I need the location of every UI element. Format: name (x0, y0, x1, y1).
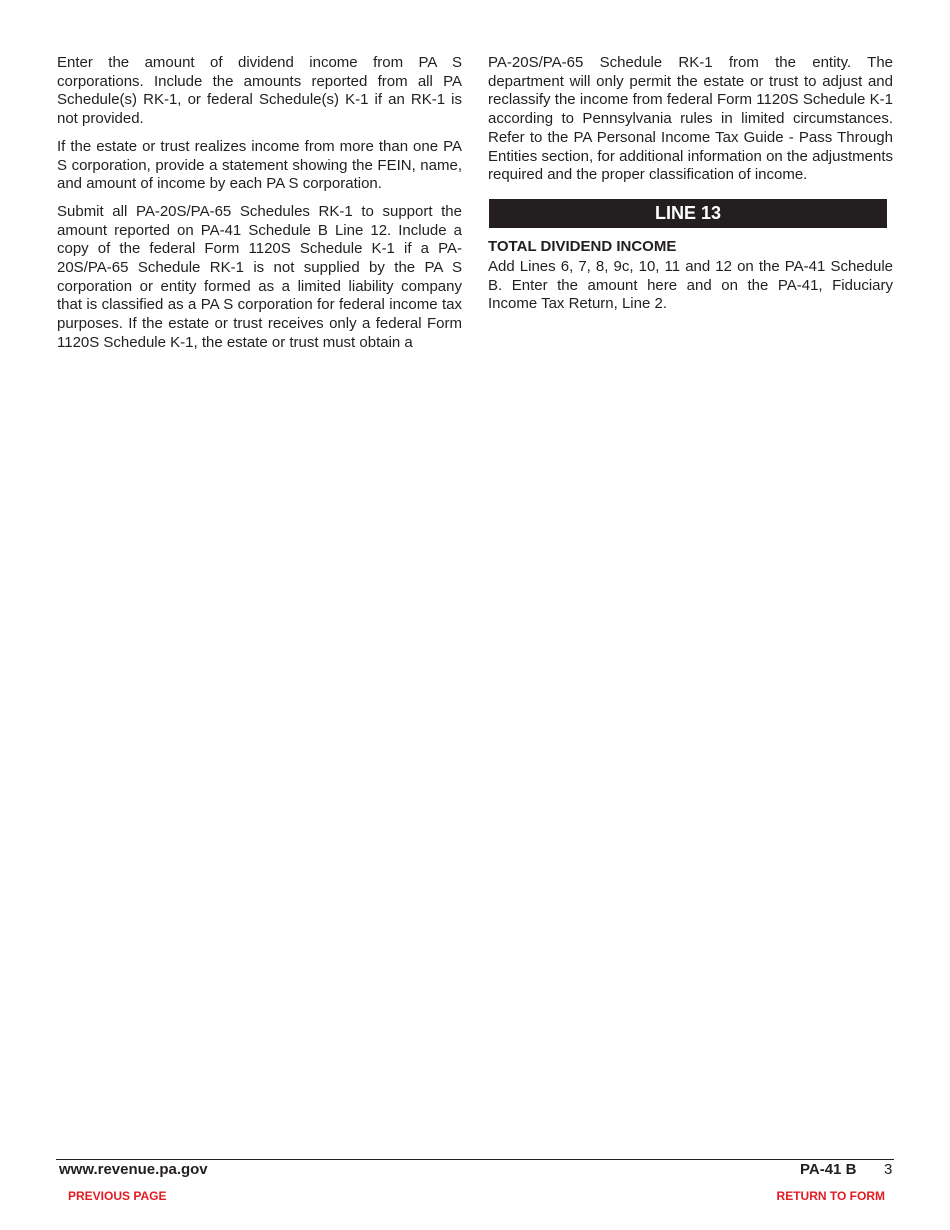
footer-url: www.revenue.pa.gov (59, 1161, 208, 1178)
footer-form-id: PA-41 B (800, 1161, 857, 1178)
paragraph-total-dividend: Add Lines 6, 7, 8, 9c, 10, 11 and 12 on the PA-41 Schedule B. Enter the amount here and on the PA-41, Fiduciary Income Tax Return, Line 2. (488, 257, 893, 313)
section-heading-total-dividend: TOTAL DIVIDEND INCOME (488, 237, 677, 255)
return-to-form-link[interactable]: RETURN TO FORM (776, 1189, 885, 1203)
line-13-banner: LINE 13 (489, 199, 887, 228)
left-column (57, 54, 462, 362)
previous-page-link[interactable]: PREVIOUS PAGE (68, 1189, 167, 1203)
paragraph-submit-rk1: Submit all PA-20S/PA-65 Schedules RK-1 to support the amount reported on PA-41 Schedule B Line 12. Include a copy of the federal Form 1120S Schedule K-1 if a PA-20S/PA-65 Schedule RK-1 is not supplied by the PA S corporation or entity formed as a limited liability company that is classified as a PA S corporation for federal income tax purposes. If the estate or trust receives only a federal Form 1120S Schedule K-1, the estate or trust must obtain a (57, 202, 462, 351)
paragraph-continuation: PA-20S/PA-65 Schedule RK-1 from the entity. The department will only permit the estate or trust to adjust and reclassify the income from federal Form 1120S Schedule K-1 according to Pennsylvania rules in limited circumstances. Refer to the PA Personal Income Tax Guide - Pass Through Entities section, for additional information on the adjustments required and the proper classification of income. (488, 54, 893, 184)
paragraph-s-corp-dividends: Enter the amount of dividend income from PA S corporations. Include the amounts reported from all PA Schedule(s) RK-1, or federal Schedule(s) K-1 if an RK-1 is not provided. (57, 54, 462, 128)
right-column (488, 54, 893, 323)
paragraph-multiple-s-corps: If the estate or trust realizes income from more than one PA S corporation, provide a statement showing the FEIN, name, and amount of income by each PA S corporation. (57, 137, 462, 193)
footer-divider (56, 1159, 894, 1160)
footer-page-number: 3 (884, 1161, 893, 1178)
